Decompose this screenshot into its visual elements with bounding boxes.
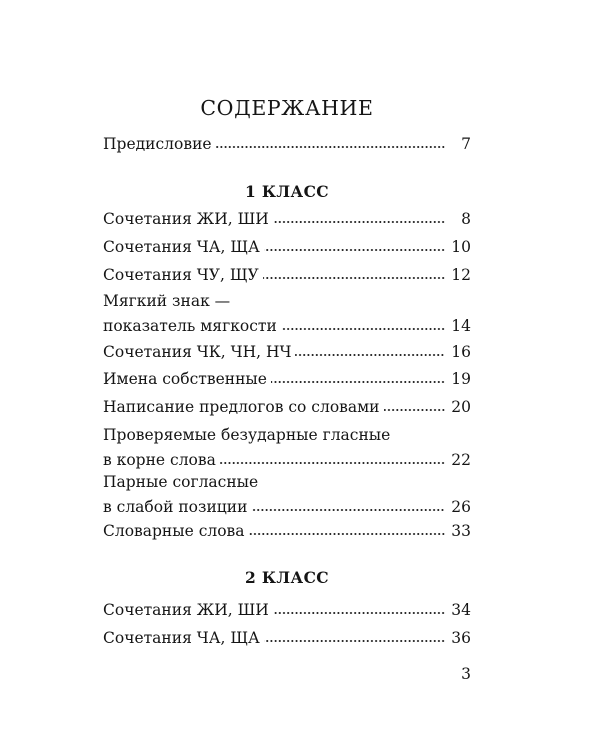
toc-entry[interactable] [103, 598, 471, 623]
section-heading-grade-2: 2 КЛАСС [244, 568, 330, 587]
toc-entry-page: 34 [451, 601, 471, 619]
dot-leader [263, 277, 445, 279]
toc-entry-page: 22 [451, 451, 471, 469]
toc-entry-title: Сочетания ЧУ, ЩУ [103, 266, 259, 284]
toc-entry[interactable] [103, 519, 471, 544]
toc-entry-title: Предисловие [103, 135, 212, 153]
dot-leader [281, 328, 445, 330]
toc-entry-page: 14 [451, 317, 471, 335]
toc-entry-title: Написание предлогов со словами [103, 398, 380, 416]
dot-leader [273, 221, 445, 223]
toc-entry[interactable] [103, 340, 471, 365]
toc-entry-title: Сочетания ЖИ, ШИ [103, 210, 269, 228]
toc-entry-page: 33 [451, 522, 471, 540]
toc-entry[interactable] [103, 289, 471, 339]
toc-entry[interactable] [103, 423, 471, 473]
toc-entry-title: в слабой позиции [103, 498, 248, 516]
toc-entry-title: Сочетания ЧА, ЩА [103, 238, 260, 256]
toc-row [103, 395, 471, 420]
page-title: СОДЕРЖАНИЕ [200, 96, 374, 120]
toc-row [103, 598, 471, 623]
toc-row [103, 519, 471, 544]
toc-entry[interactable] [103, 207, 471, 232]
toc-entry[interactable] [103, 470, 471, 520]
toc-entry-page: 19 [451, 370, 471, 388]
toc-entry-title-line1: Парные согласные [103, 473, 259, 491]
dot-leader [220, 462, 445, 464]
toc-entry-title: Сочетания ЧК, ЧН, НЧ [103, 343, 292, 361]
toc-entry-page: 26 [451, 498, 471, 516]
toc-row [103, 207, 471, 232]
toc-entry[interactable] [103, 235, 471, 260]
toc-entry[interactable] [103, 395, 471, 420]
toc-entry-preface[interactable] [103, 132, 471, 157]
toc-entry-title: Имена собственные [103, 370, 267, 388]
toc-entry-page: 8 [461, 210, 471, 228]
dot-leader [295, 354, 445, 356]
toc-entry-title-line1: Мягкий знак — [103, 292, 231, 310]
toc-row [103, 626, 471, 651]
toc-entry-page: 10 [451, 238, 471, 256]
toc-entry-page: 12 [451, 266, 471, 284]
toc-row [103, 495, 471, 520]
dot-leader [264, 640, 445, 642]
dot-leader [249, 533, 445, 535]
toc-row [103, 367, 471, 392]
dot-leader [251, 509, 445, 511]
toc-entry[interactable] [103, 263, 471, 288]
dot-leader [216, 146, 445, 148]
toc-entry[interactable] [103, 367, 471, 392]
toc-entry-title: показатель мягкости [103, 317, 277, 335]
toc-entry-page: 36 [451, 629, 471, 647]
toc-row [103, 340, 471, 365]
toc-row [103, 263, 471, 288]
dot-leader [273, 612, 445, 614]
dot-leader [271, 381, 445, 383]
toc-entry-title: Сочетания ЧА, ЩА [103, 629, 260, 647]
toc-entry-title: Сочетания ЖИ, ШИ [103, 601, 269, 619]
section-heading-grade-1: 1 КЛАСС [244, 182, 330, 201]
toc-row [103, 235, 471, 260]
toc-entry-title: Словарные слова [103, 522, 245, 540]
toc-entry-page: 7 [461, 135, 471, 153]
toc-row [103, 132, 471, 157]
toc-entry-page: 16 [451, 343, 471, 361]
dot-leader [384, 409, 445, 411]
toc-entry-title-line1: Проверяемые безударные гласные [103, 426, 391, 444]
page-number: 3 [461, 665, 471, 683]
table-of-contents-page [103, 0, 471, 750]
dot-leader [264, 249, 445, 251]
toc-entry[interactable] [103, 626, 471, 651]
toc-row [103, 314, 471, 339]
toc-entry-title: в корне слова [103, 451, 216, 469]
toc-entry-page: 20 [451, 398, 471, 416]
